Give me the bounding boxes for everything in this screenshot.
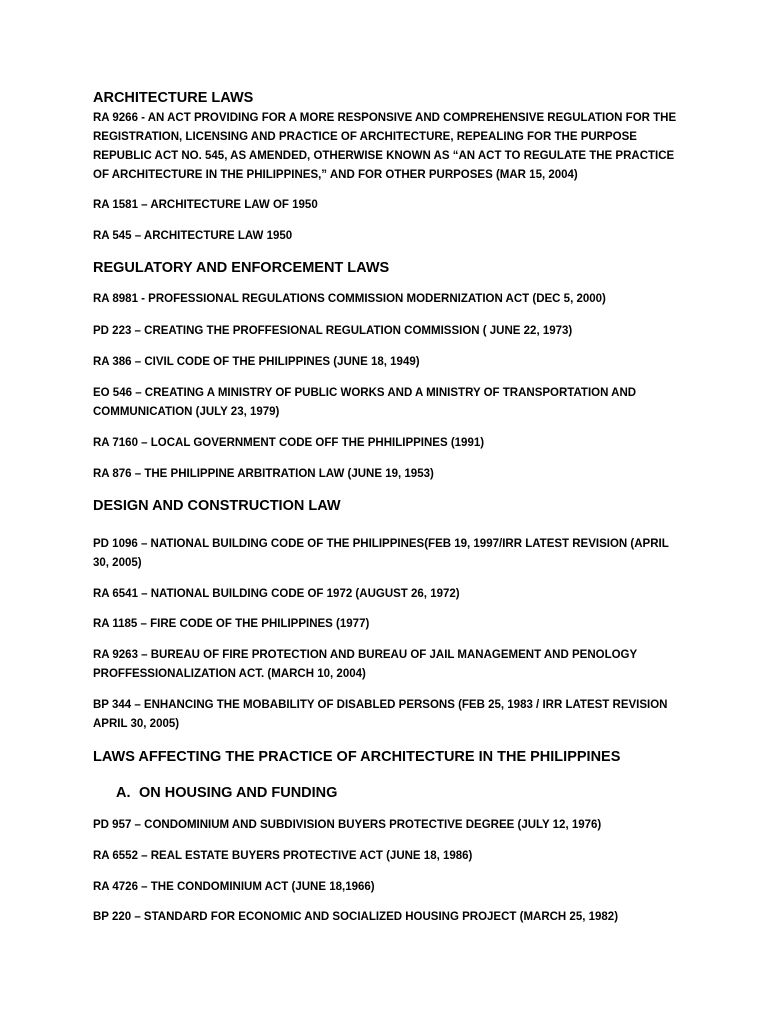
subsection-heading-housing-funding (93, 783, 683, 803)
law-entry-ra-6541: RA 6541 – NATIONAL BUILDING CODE OF 1972 (AUGUST 26, 1972) (93, 588, 460, 600)
law-entry-ra-9266: RA 9266 - AN ACT PROVIDING FOR A MORE RESPONSIVE AND COMPREHENSIVE REGULATION FOR THE REGISTRATION, LICENSING AND PRACTICE OF ARCHITECTURE, REPEALING FOR THE PURPOSE REPUBLIC ACT NO. 545, AS AMENDED, OTHERWISE KNOWN AS “AN ACT TO REGULATE THE PRACTICE OF ARCHITECTURE IN THE PHILIPPINES,” AND FOR OTHER PURPOSES (MAR 15, 2004) (93, 112, 677, 181)
law-entry-ra-876: RA 876 – THE PHILIPPINE ARBITRATION LAW (JUNE 19, 1953) (93, 468, 434, 480)
section-heading-regulatory-enforcement: REGULATORY AND ENFORCEMENT LAWS (93, 260, 390, 276)
law-entry-pd-957: PD 957 – CONDOMINIUM AND SUBDIVISION BUYERS PROTECTIVE DEGREE (JULY 12, 1976) (93, 819, 602, 831)
section-heading-design-construction: DESIGN AND CONSTRUCTION LAW (93, 498, 341, 514)
document-page (93, 88, 683, 927)
law-entry-ra-9263: RA 9263 – BUREAU OF FIRE PROTECTION AND BUREAU OF JAIL MANAGEMENT AND PENOLOGY PROFFESSIONALIZATION ACT. (MARCH 10, 2004) (93, 649, 637, 680)
section-heading-architecture-laws: ARCHITECTURE LAWS (93, 90, 254, 106)
law-entry-ra-1185: RA 1185 – FIRE CODE OF THE PHILIPPINES (1977) (93, 618, 370, 630)
subsection-marker: A. (116, 785, 131, 801)
law-entry-ra-4726: RA 4726 – THE CONDOMINIUM ACT (JUNE 18,1966) (93, 881, 375, 893)
law-entry-ra-545: RA 545 – ARCHITECTURE LAW 1950 (93, 230, 293, 242)
law-entry-ra-1581: RA 1581 – ARCHITECTURE LAW OF 1950 (93, 199, 318, 211)
section-heading-laws-affecting-practice: LAWS AFFECTING THE PRACTICE OF ARCHITECTURE IN THE PHILIPPINES (93, 749, 621, 765)
law-entry-ra-8981: RA 8981 - PROFESSIONAL REGULATIONS COMMISSION MODERNIZATION ACT (DEC 5, 2000) (93, 293, 606, 305)
law-entry-eo-546: EO 546 – CREATING A MINISTRY OF PUBLIC WORKS AND A MINISTRY OF TRANSPORTATION AND COMMUNICATION (JULY 23, 1979) (93, 387, 637, 418)
law-entry-ra-6552: RA 6552 – REAL ESTATE BUYERS PROTECTIVE ACT (JUNE 18, 1986) (93, 850, 473, 862)
law-entry-ra-386: RA 386 – CIVIL CODE OF THE PHILIPPINES (JUNE 18, 1949) (93, 356, 420, 368)
subsection-title: ON HOUSING AND FUNDING (139, 785, 338, 801)
law-entry-pd-1096: PD 1096 – NATIONAL BUILDING CODE OF THE PHILIPPINES(FEB 19, 1997/IRR LATEST REVISION (APRIL 30, 2005) (93, 538, 669, 569)
law-entry-bp-344: BP 344 – ENHANCING THE MOBABILITY OF DISABLED PERSONS (FEB 25, 1983 / IRR LATEST REVISION APRIL 30, 2005) (93, 699, 668, 730)
law-entry-pd-223: PD 223 – CREATING THE PROFFESIONAL REGULATION COMMISSION ( JUNE 22, 1973) (93, 325, 573, 337)
law-entry-ra-7160: RA 7160 – LOCAL GOVERNMENT CODE OFF THE PHHILIPPINES (1991) (93, 437, 485, 449)
law-entry-bp-220: BP 220 – STANDARD FOR ECONOMIC AND SOCIALIZED HOUSING PROJECT (MARCH 25, 1982) (93, 911, 619, 923)
